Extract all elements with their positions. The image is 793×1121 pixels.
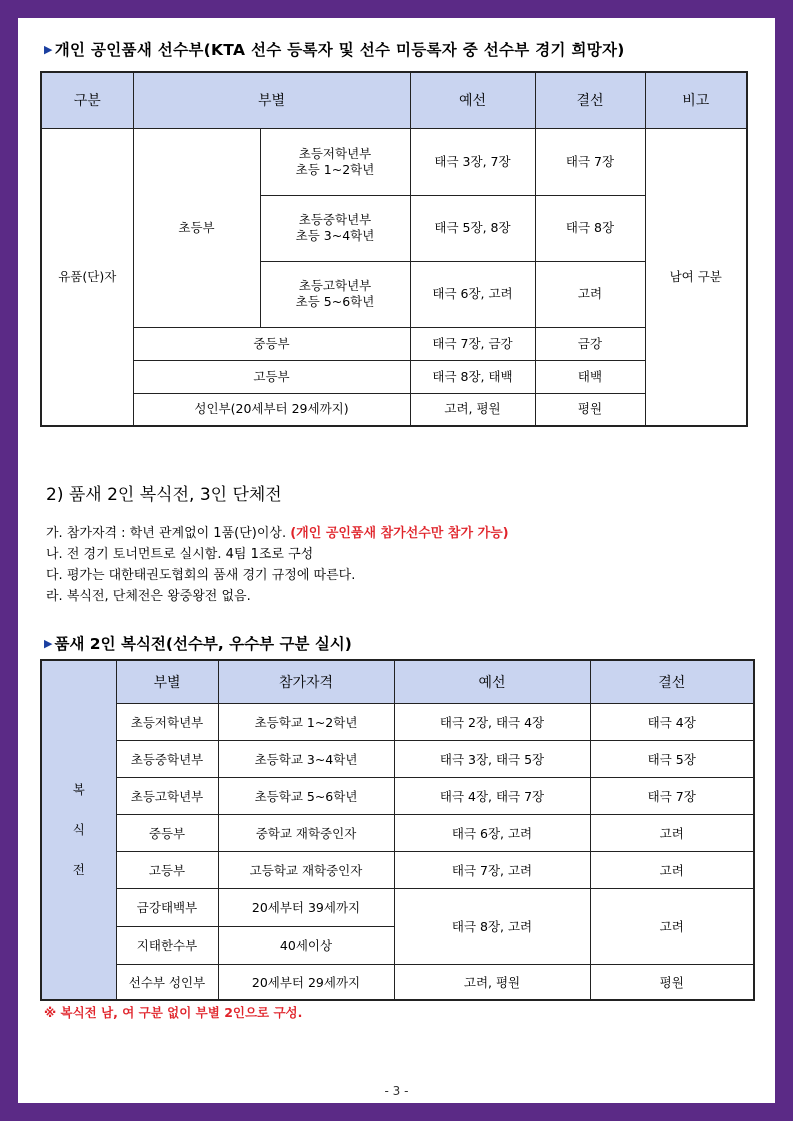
qualification-cell: 20세부터 29세까지 <box>218 964 394 1000</box>
header-final: 결선 <box>590 660 754 703</box>
final-cell: 태극 7장 <box>535 128 645 195</box>
section3-heading: ▶ 품새 2인 복식전(선수부, 우수부 구분 실시) <box>44 635 352 653</box>
final-cell: 평원 <box>590 964 754 1000</box>
prelim-cell: 태극 7장, 고려 <box>394 851 590 888</box>
division-cell: 고등부 <box>116 851 218 888</box>
qualification-cell: 고등학교 재학중인자 <box>218 851 394 888</box>
prelim-cell: 태극 3장, 태극 5장 <box>394 740 590 777</box>
header-qualification: 참가자격 <box>218 660 394 703</box>
division-cell: 선수부 성인부 <box>116 964 218 1000</box>
elementary-group-cell: 초등부 <box>133 128 260 327</box>
final-cell: 태극 4장 <box>590 703 754 740</box>
final-cell: 고려 <box>590 888 754 964</box>
prelim-cell: 태극 8장, 고려 <box>394 888 590 964</box>
division-cell: 고등부 <box>133 360 410 393</box>
category-cell: 유품(단)자 <box>41 128 133 426</box>
section2-heading: 2) 품새 2인 복식전, 3인 단체전 <box>46 485 282 505</box>
qualification-cell: 초등학교 5~6학년 <box>218 777 394 814</box>
division-cell: 금강태백부 <box>116 888 218 926</box>
rule-item: 가. 참가자격 : 학년 관계없이 1품(단)이상. (개인 공인품새 참가선수만 참가 가능) <box>46 526 509 541</box>
prelim-cell: 태극 8장, 태백 <box>410 360 535 393</box>
division-cell: 성인부(20세부터 29세까지) <box>133 393 410 426</box>
division-cell: 중등부 <box>133 327 410 360</box>
header-division: 부별 <box>133 72 410 128</box>
header-final: 결선 <box>535 72 645 128</box>
prelim-cell: 태극 7장, 금강 <box>410 327 535 360</box>
final-cell: 고려 <box>535 261 645 327</box>
final-cell: 태백 <box>535 360 645 393</box>
qualification-cell: 초등학교 3~4학년 <box>218 740 394 777</box>
division-cell: 초등중학년부 초등 3~4학년 <box>260 195 410 261</box>
prelim-cell: 태극 5장, 8장 <box>410 195 535 261</box>
qualification-cell: 중학교 재학중인자 <box>218 814 394 851</box>
division-cell: 초등저학년부 초등 1~2학년 <box>260 128 410 195</box>
prelim-cell: 고려, 평원 <box>394 964 590 1000</box>
final-cell: 태극 5장 <box>590 740 754 777</box>
prelim-cell: 고려, 평원 <box>410 393 535 426</box>
page-number: - 3 - <box>384 1084 409 1098</box>
division-cell: 지태한수부 <box>116 926 218 964</box>
rule-item: 나. 전 경기 토너먼트로 실시함. 4팀 1조로 구성 <box>46 547 314 562</box>
qualification-cell: 초등학교 1~2학년 <box>218 703 394 740</box>
final-cell: 금강 <box>535 327 645 360</box>
individual-poomsae-table <box>40 71 748 427</box>
remark-cell: 남여 구분 <box>645 128 747 426</box>
final-cell: 태극 7장 <box>590 777 754 814</box>
final-cell: 고려 <box>590 851 754 888</box>
rule-item: 다. 평가는 대한태권도협회의 품새 경기 규정에 따른다. <box>46 568 356 583</box>
qualification-cell: 40세이상 <box>218 926 394 964</box>
header-remark: 비고 <box>645 72 747 128</box>
prelim-cell: 태극 4장, 태극 7장 <box>394 777 590 814</box>
division-cell: 초등중학년부 <box>116 740 218 777</box>
division-cell: 중등부 <box>116 814 218 851</box>
prelim-cell: 태극 3장, 7장 <box>410 128 535 195</box>
triangle-bullet-icon: ▶ <box>44 637 53 650</box>
rules-list <box>46 523 509 607</box>
division-cell: 초등저학년부 <box>116 703 218 740</box>
document-page <box>18 18 775 1103</box>
rule-item: 라. 복식전, 단체전은 왕중왕전 없음. <box>46 589 251 604</box>
header-category: 구분 <box>41 72 133 128</box>
division-cell: 초등고학년부 초등 5~6학년 <box>260 261 410 327</box>
pair-note: ※ 복식전 남, 여 구분 없이 부별 2인으로 구성. <box>44 1005 303 1020</box>
header-prelim: 예선 <box>394 660 590 703</box>
prelim-cell: 태극 6장, 고려 <box>394 814 590 851</box>
pair-poomsae-table <box>40 659 755 1001</box>
final-cell: 태극 8장 <box>535 195 645 261</box>
prelim-cell: 태극 2장, 태극 4장 <box>394 703 590 740</box>
header-prelim: 예선 <box>410 72 535 128</box>
side-label: 복 식 전 <box>41 660 116 1000</box>
final-cell: 평원 <box>535 393 645 426</box>
qualification-cell: 20세부터 39세까지 <box>218 888 394 926</box>
prelim-cell: 태극 6장, 고려 <box>410 261 535 327</box>
final-cell: 고려 <box>590 814 754 851</box>
division-cell: 초등고학년부 <box>116 777 218 814</box>
triangle-bullet-icon: ▶ <box>44 43 53 56</box>
header-division: 부별 <box>116 660 218 703</box>
section1-heading: ▶ 개인 공인품새 선수부(KTA 선수 등록자 및 선수 미등록자 중 선수부 경기 희망자) <box>44 41 625 59</box>
